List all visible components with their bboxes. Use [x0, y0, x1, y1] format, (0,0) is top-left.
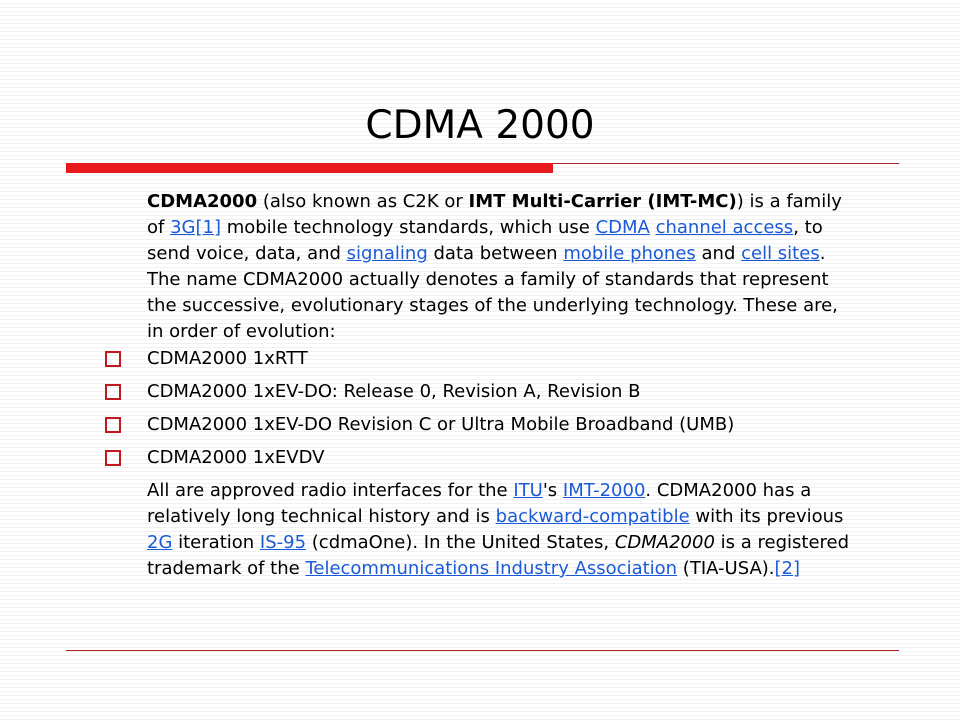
text-span: (cdmaOne). In the United States, — [306, 532, 615, 553]
text-span: 's — [542, 480, 563, 501]
text-span: . CDMA2000 has a relatively long technical history and is — [147, 480, 812, 527]
text-span: iteration — [172, 532, 260, 553]
approval-paragraph — [147, 478, 859, 582]
square-bullet-icon — [105, 384, 121, 400]
link-channel-access[interactable]: channel access — [655, 217, 794, 238]
text-span: All are approved radio interfaces for the — [147, 480, 514, 501]
slide-title: CDMA 2000 — [365, 103, 595, 148]
text-span: data between — [427, 243, 564, 264]
link-tia[interactable]: Telecommunications Industry Association — [305, 558, 678, 579]
list-item-text: CDMA2000 1xEV-DO: Release 0, Revision A, Revision B — [147, 381, 641, 402]
link-itu[interactable]: ITU — [513, 480, 543, 501]
footer-divider-line — [66, 650, 899, 651]
square-bullet-icon — [105, 351, 121, 367]
text-span: . The name CDMA2000 actually denotes a family of standards that represent the successive, evolutionary stages of the underlying technology. These are, in order of evolution: — [147, 243, 838, 342]
text-span: (TIA-USA). — [677, 558, 775, 579]
list-item-text: CDMA2000 1xEV-DO Revision C or Ultra Mobile Broadband (UMB) — [147, 414, 735, 435]
link-ref-2[interactable]: [2] — [774, 558, 801, 579]
link-mobile-phones[interactable]: mobile phones — [563, 243, 696, 264]
link-cell-sites[interactable]: cell sites — [741, 243, 820, 264]
link-imt-2000[interactable]: IMT-2000 — [562, 480, 646, 501]
text-span: mobile technology standards, which use — [220, 217, 596, 238]
text-span: (also known as C2K or — [257, 191, 469, 212]
square-bullet-icon — [105, 450, 121, 466]
link-backward-compatible[interactable]: backward-compatible — [495, 506, 690, 527]
link-3g[interactable]: 3G[1] — [170, 217, 221, 238]
text-span: with its previous — [689, 506, 844, 527]
link-2g[interactable]: 2G — [147, 532, 173, 553]
term-imt-mc: IMT Multi-Carrier (IMT-MC) — [468, 191, 737, 212]
text-span: , to send voice, data, and — [147, 217, 823, 264]
link-is-95[interactable]: IS-95 — [259, 532, 307, 553]
title-accent-bar — [66, 163, 553, 173]
text-span: ) is a family of — [147, 191, 842, 238]
term-cdma2000-italic: CDMA2000 — [614, 532, 715, 553]
text-span: is a registered trademark of the — [147, 532, 850, 579]
list-item-text: CDMA2000 1xEVDV — [147, 447, 325, 468]
text-span: and — [695, 243, 742, 264]
square-bullet-icon — [105, 417, 121, 433]
term-cdma2000: CDMA2000 — [147, 191, 258, 212]
list-item-text: CDMA2000 1xRTT — [147, 348, 308, 369]
link-signaling[interactable]: signaling — [346, 243, 428, 264]
link-cdma[interactable]: CDMA — [595, 217, 650, 238]
intro-paragraph — [147, 189, 852, 345]
